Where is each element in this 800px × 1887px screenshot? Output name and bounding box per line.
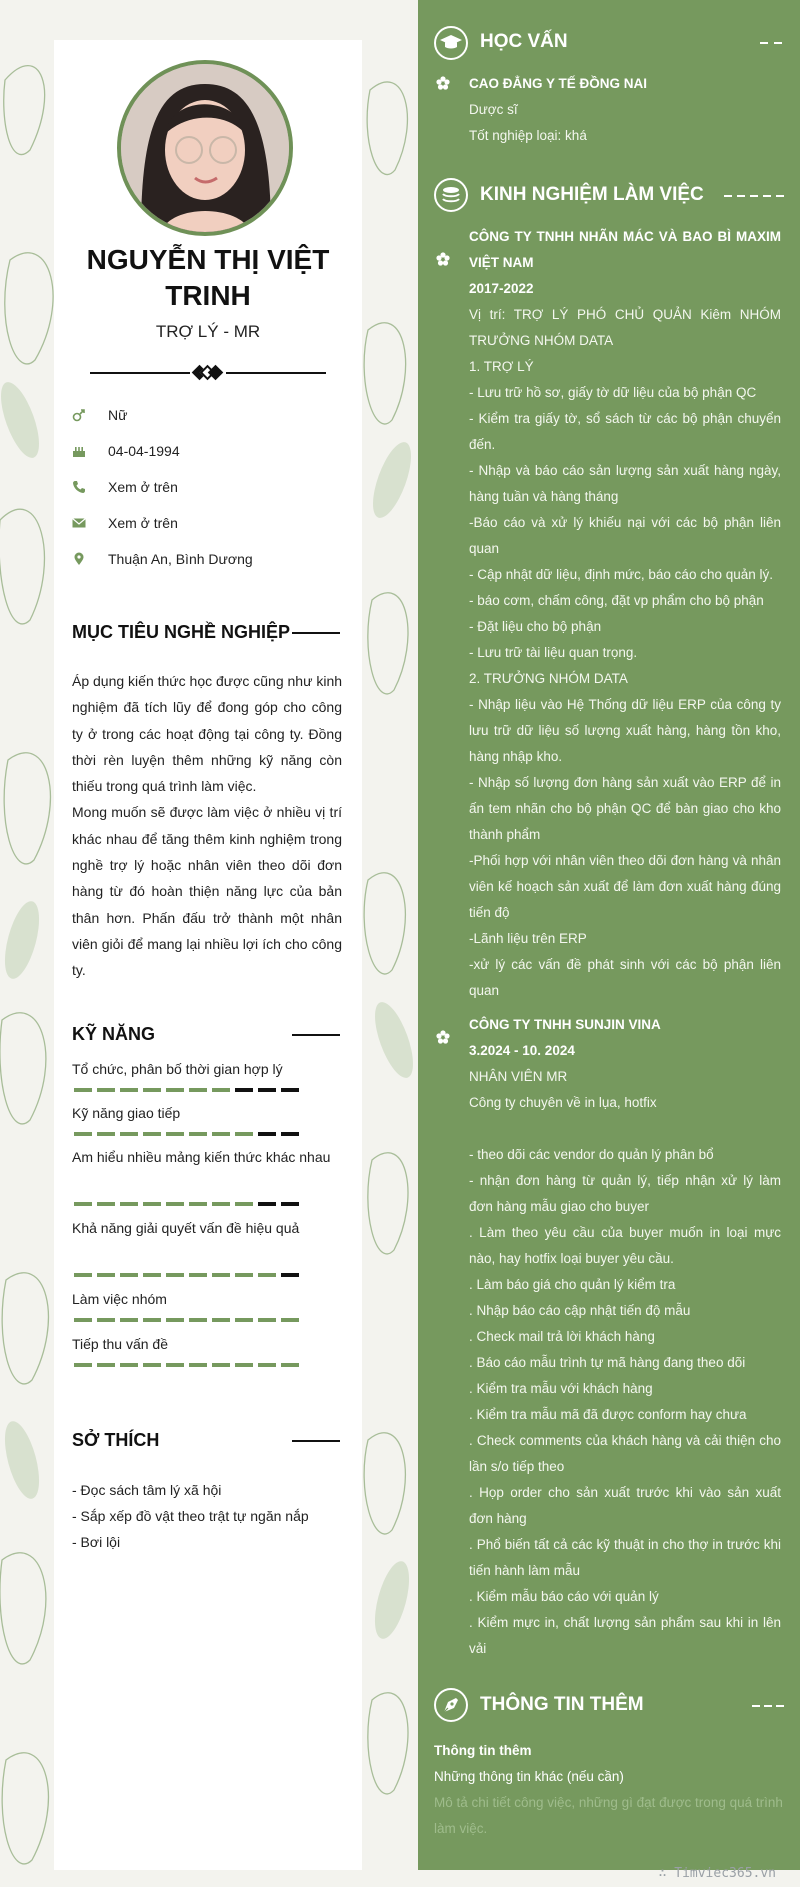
skill-segment-filled: [189, 1318, 207, 1322]
skill-segment-filled: [143, 1363, 161, 1367]
skill-item: [72, 1331, 342, 1357]
job-line: -Phối hợp với nhân viên theo dõi đơn hàng và nhân viên kế hoạch sản xuất để làm đơn xuất hàng đúng tiến độ: [469, 853, 781, 920]
job-line: . Nhập báo cáo cập nhật tiến độ mẫu: [469, 1303, 691, 1318]
job-line: . Kiểm mực in, chất lượng sản phẩm sau khi in lên vải: [469, 1615, 781, 1656]
divider-ornament: [190, 362, 226, 384]
contact-email: [72, 512, 352, 536]
skill-segment-filled: [74, 1132, 92, 1136]
job-line: [469, 1116, 781, 1142]
skill-segment-filled: [189, 1202, 207, 1206]
skill-bar: [74, 1088, 296, 1092]
skill-segment-filled: [235, 1363, 253, 1367]
school-name: CAO ĐẲNG Y TẾ ĐỒNG NAI: [469, 76, 648, 91]
skills-title-line: [292, 1034, 340, 1036]
education-entry: [469, 71, 781, 149]
skill-bar: [74, 1202, 296, 1206]
phone-icon: [72, 480, 86, 494]
graduation-cap-icon: [434, 26, 468, 60]
skill-segment-filled: [258, 1273, 276, 1277]
job-line: - Nhập số lượng đơn hàng sản xuất vào ERP để in ấn tem nhãn cho bộ phận QC để bàn giao cho kho thành phẩm: [469, 775, 781, 842]
hobby-item: - Đọc sách tâm lý xã hội: [72, 1482, 222, 1498]
skill-item: [72, 1056, 342, 1082]
birthday-cake-icon: [72, 444, 86, 458]
flower-bullet-icon: [436, 252, 450, 266]
objective-title-line: [292, 632, 340, 634]
skill-segment-empty: [281, 1202, 299, 1206]
skill-label: Khả năng giải quyết vấn đề hiệu quả: [72, 1220, 300, 1236]
job-period: 2017-2022: [469, 281, 534, 296]
skill-segment-filled: [212, 1273, 230, 1277]
skill-segment-filled: [97, 1088, 115, 1092]
job-line: . Kiểm tra mẫu mã đã được conform hay chưa: [469, 1407, 747, 1422]
experience-title: KINH NGHIỆM LÀM VIỆC: [480, 184, 704, 205]
candidate-name: NGUYỄN THỊ VIỆT TRINH: [86, 244, 330, 311]
extra-info-placeholder: Mô tả chi tiết công việc, những gì đạt được trong quá trình làm việc.: [434, 1795, 783, 1836]
map-pin-icon: [72, 552, 86, 566]
skill-bar: [74, 1318, 296, 1322]
skill-segment-filled: [189, 1088, 207, 1092]
skill-segment-filled: [166, 1088, 184, 1092]
skill-segment-filled: [97, 1318, 115, 1322]
skill-segment-filled: [212, 1088, 230, 1092]
contact-phone: [72, 476, 352, 500]
skill-segment-filled: [212, 1318, 230, 1322]
skill-segment-filled: [143, 1202, 161, 1206]
skill-segment-empty: [281, 1132, 299, 1136]
skill-segment-filled: [74, 1318, 92, 1322]
skill-segment-filled: [235, 1202, 253, 1206]
watermark-text: Timviec365.vn: [674, 1866, 776, 1881]
skill-segment-filled: [212, 1363, 230, 1367]
objective-paragraph: Mong muốn sẽ được làm việc ở nhiều vị trí khác nhau để tăng thêm kinh nghiệm trong nghề trợ lý hoặc nhân viên theo dõi đơn hàng từ đó hoàn thiện năng lực của bản thân hơn. Phấn đấu trở thành một nhân viên giỏi để mang lại nhiều lợi ích cho công ty.: [72, 804, 342, 979]
envelope-icon: [72, 516, 86, 530]
skill-label: Am hiểu nhiều mảng kiến thức khác nhau: [72, 1149, 331, 1165]
skill-segment-filled: [74, 1363, 92, 1367]
skill-item: [72, 1100, 342, 1126]
skill-segment-filled: [212, 1132, 230, 1136]
extra-info-content: [434, 1738, 784, 1842]
contact-birthday: [72, 440, 352, 464]
job-line: . Check comments của khách hàng và cải thiện cho lần s/o tiếp theo: [469, 1433, 781, 1474]
skill-segment-filled: [74, 1088, 92, 1092]
job-line: - nhận đơn hàng từ quản lý, tiếp nhận xử lý làm đơn hàng mẫu giao cho buyer: [469, 1173, 781, 1214]
objective-text: [72, 668, 342, 984]
skill-segment-filled: [74, 1202, 92, 1206]
job-line: . Phổ biến tất cả các kỹ thuật in cho thợ in trước khi tiến hành làm mẫu: [469, 1537, 781, 1578]
job-line: -Báo cáo và xử lý khiếu nại với các bộ phận liên quan: [469, 515, 781, 556]
skill-segment-filled: [120, 1273, 138, 1277]
skill-segment-filled: [189, 1273, 207, 1277]
job-line: -Lãnh liệu trên ERP: [469, 931, 587, 946]
skill-label: Tổ chức, phân bố thời gian hợp lý: [72, 1061, 283, 1077]
skills-title: KỸ NĂNG: [72, 1024, 156, 1044]
skill-segment-filled: [120, 1088, 138, 1092]
skill-segment-filled: [166, 1202, 184, 1206]
skill-segment-filled: [235, 1318, 253, 1322]
avatar-photo: [121, 64, 289, 232]
skill-segment-filled: [97, 1363, 115, 1367]
job-line: Vị trí: TRỢ LÝ PHÓ CHỦ QUẢN Kiêm NHÓM TRƯỞNG NHÓM DATA: [469, 307, 781, 348]
extra-info-title: THÔNG TIN THÊM: [480, 1694, 644, 1715]
job-line: 2. TRƯỞNG NHÓM DATA: [469, 671, 628, 686]
job-line: . Kiểm tra mẫu với khách hàng: [469, 1381, 653, 1396]
job-line: . Làm theo yêu cầu của buyer muốn in loại mực nào, hay hotfix loại buyer yêu cầu.: [469, 1225, 781, 1266]
skill-segment-filled: [120, 1202, 138, 1206]
skill-segment-filled: [74, 1273, 92, 1277]
job-line: . Kiểm mẫu báo cáo với quản lý: [469, 1589, 659, 1604]
skill-label: Tiếp thu vấn đề: [72, 1336, 168, 1352]
job-line: - theo dõi các vendor do quản lý phân bổ: [469, 1147, 714, 1162]
job-line: . Họp order cho sản xuất trước khi vào sản xuất đơn hàng: [469, 1485, 781, 1526]
skill-bar: [74, 1363, 296, 1367]
skill-segment-filled: [143, 1318, 161, 1322]
job-line: Công ty chuyên về in lụa, hotfix: [469, 1095, 657, 1110]
education-title-dashes: [760, 42, 784, 44]
contact-email-text: Xem ở trên: [108, 515, 178, 531]
skill-segment-filled: [258, 1363, 276, 1367]
skill-segment-empty: [258, 1202, 276, 1206]
contact-gender: [72, 404, 352, 428]
job-entry: [469, 224, 781, 1004]
job-title: TRỢ LÝ - MR: [155, 322, 261, 341]
job-line: . Check mail trả lời khách hàng: [469, 1329, 655, 1344]
skill-segment-filled: [97, 1202, 115, 1206]
company-name: CÔNG TY TNHH NHÃN MÁC VÀ BAO BÌ MAXIM VIỆT NAM: [469, 229, 781, 270]
skill-item: [72, 1286, 342, 1312]
flower-bullet-icon: [436, 76, 450, 90]
company-name: CÔNG TY TNHH SUNJIN VINA: [469, 1017, 661, 1032]
skill-segment-filled: [120, 1363, 138, 1367]
hobbies-title: SỞ THÍCH: [72, 1430, 160, 1450]
hobbies-list: [72, 1477, 342, 1555]
skill-segment-empty: [258, 1132, 276, 1136]
skill-bar: [74, 1132, 296, 1136]
skill-label: Làm việc nhóm: [72, 1291, 167, 1307]
skill-segment-filled: [235, 1273, 253, 1277]
skill-segment-filled: [166, 1318, 184, 1322]
skill-segment-filled: [258, 1318, 276, 1322]
skill-segment-filled: [281, 1318, 299, 1322]
skill-segment-filled: [281, 1363, 299, 1367]
extra-info-heading: Thông tin thêm: [434, 1743, 532, 1758]
job-line: - Lưu trữ hồ sơ, giấy tờ dữ liệu của bộ phận QC: [469, 385, 757, 400]
job-line: . Làm báo giá cho quản lý kiểm tra: [469, 1277, 676, 1292]
job-line: . Báo cáo mẫu trình tự mã hàng đang theo dõi: [469, 1355, 746, 1370]
contact-address-text: Thuận An, Bình Dương: [108, 551, 253, 567]
job-line: - Lưu trữ tài liệu quan trọng.: [469, 645, 638, 660]
skill-segment-filled: [97, 1132, 115, 1136]
skill-segment-filled: [143, 1088, 161, 1092]
contact-birthday-text: 04-04-1994: [108, 443, 180, 459]
hobby-item: - Sắp xếp đồ vật theo trật tự ngăn nắp: [72, 1508, 309, 1524]
skill-label: Kỹ năng giao tiếp: [72, 1105, 181, 1121]
objective-title: MỤC TIÊU NGHỀ NGHIỆP: [72, 622, 291, 642]
watermark: ∴ Timviec365.vn: [658, 1866, 776, 1881]
education-major: Dược sĩ: [469, 102, 518, 117]
education-grade: Tốt nghiệp loại: khá: [469, 128, 587, 143]
skill-segment-filled: [97, 1273, 115, 1277]
skill-segment-filled: [166, 1132, 184, 1136]
pen-nib-icon: [434, 1688, 468, 1722]
job-period: 3.2024 - 10. 2024: [469, 1043, 575, 1058]
extra-info-subheading: Những thông tin khác (nếu cần): [434, 1769, 624, 1784]
skill-segment-empty: [281, 1273, 299, 1277]
experience-title-dashes: [724, 195, 784, 197]
skill-segment-filled: [120, 1132, 138, 1136]
job-line: - Nhập liệu vào Hệ Thống dữ liệu ERP của công ty lưu trữ dữ liệu số lượng xuất hàng, hàng tồn kho, hàng nhập kho.: [469, 697, 781, 764]
job-line: - báo cơm, chấm công, đặt vp phẩm cho bộ phận: [469, 593, 764, 608]
extra-info-title-dashes: [752, 1705, 784, 1707]
skill-segment-filled: [212, 1202, 230, 1206]
skill-segment-filled: [166, 1273, 184, 1277]
gender-icon: [72, 408, 86, 422]
skill-segment-filled: [166, 1363, 184, 1367]
flower-bullet-icon: [436, 1030, 450, 1044]
skill-segment-filled: [189, 1363, 207, 1367]
stack-icon: [434, 178, 468, 212]
skill-segment-empty: [235, 1088, 253, 1092]
objective-paragraph: Áp dụng kiến thức học được cũng như kinh nghiệm đã tích lũy để đong góp cho công ty ở trong các hoạt động tại công ty. Đồng thời rèn luyện thêm những kỹ năng còn thiếu trong quá trình làm việc.: [72, 673, 343, 795]
hobbies-title-line: [292, 1440, 340, 1442]
skill-segment-filled: [189, 1132, 207, 1136]
job-line: -xử lý các vấn đề phát sinh với các bộ phận liên quan: [469, 957, 781, 998]
skill-segment-filled: [120, 1318, 138, 1322]
education-title: HỌC VẤN: [480, 31, 568, 52]
skill-segment-empty: [281, 1088, 299, 1092]
job-line: - Kiểm tra giấy tờ, sổ sách từ các bộ phận chuyển đến.: [469, 411, 781, 452]
contact-address: [72, 548, 352, 572]
job-line: - Nhập và báo cáo sản lượng sản xuất hàng ngày, hàng tuần và hàng tháng: [469, 463, 781, 504]
job-line: - Cập nhật dữ liệu, định mức, báo cáo cho quản lý.: [469, 567, 774, 582]
job-line: - Đặt liệu cho bộ phận: [469, 619, 602, 634]
contact-phone-text: Xem ở trên: [108, 479, 178, 495]
job-entry: [469, 1012, 781, 1662]
skill-bar: [74, 1273, 296, 1277]
hobby-item: - Bơi lội: [72, 1534, 121, 1550]
skill-segment-filled: [143, 1273, 161, 1277]
avatar: [117, 60, 293, 236]
skill-item: [72, 1215, 342, 1241]
skill-segment-filled: [143, 1132, 161, 1136]
contact-gender-text: Nữ: [108, 407, 128, 423]
job-line: 1. TRỢ LÝ: [469, 359, 534, 374]
skill-item: [72, 1144, 342, 1170]
skill-segment-filled: [235, 1132, 253, 1136]
skill-segment-empty: [258, 1088, 276, 1092]
job-line: NHÂN VIÊN MR: [469, 1069, 568, 1084]
